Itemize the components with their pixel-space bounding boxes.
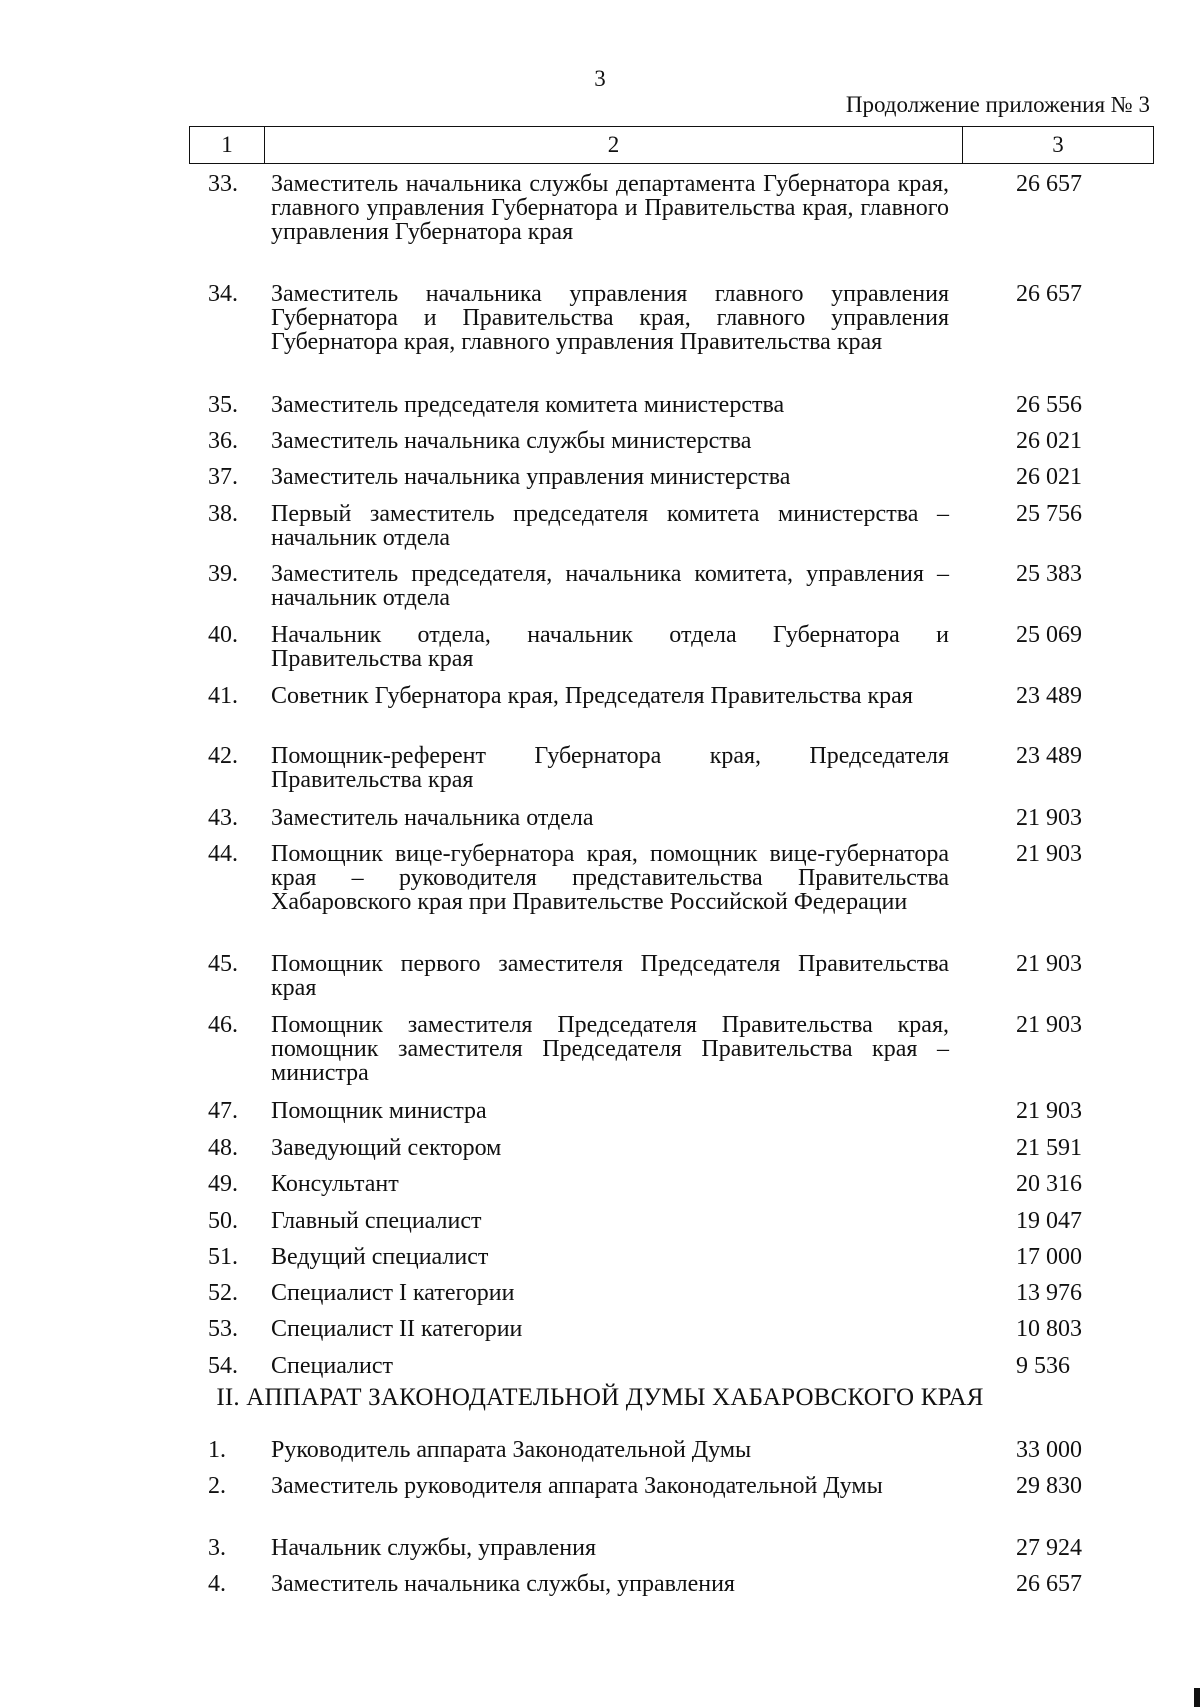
header-col-1: 1 bbox=[190, 127, 265, 163]
section-heading: II. АППАРАТ ЗАКОНОДАТЕЛЬНОЙ ДУМЫ ХАБАРОВСКОГО КРАЯ bbox=[216, 1384, 984, 1411]
row-position: Заместитель председателя комитета министерства bbox=[271, 392, 785, 418]
row-position: Заместитель начальника службы, управления bbox=[271, 1571, 735, 1597]
row-number: 42. bbox=[208, 743, 238, 769]
row-position: Помощник-референт Губернатора края, Председателя Правительства края bbox=[271, 743, 949, 793]
table-header bbox=[189, 126, 1154, 164]
row-number: 3. bbox=[208, 1535, 226, 1561]
row-salary: 9 536 bbox=[1016, 1353, 1070, 1379]
row-salary: 17 000 bbox=[1016, 1244, 1082, 1270]
row-position: Специалист II категории bbox=[271, 1316, 523, 1342]
row-position: Начальник службы, управления bbox=[271, 1535, 597, 1561]
row-number: 45. bbox=[208, 951, 238, 977]
row-position: Консультант bbox=[271, 1171, 399, 1197]
row-number: 37. bbox=[208, 464, 238, 490]
row-salary: 21 903 bbox=[1016, 805, 1082, 831]
row-salary: 29 830 bbox=[1016, 1473, 1082, 1499]
row-number: 44. bbox=[208, 841, 238, 867]
row-number: 49. bbox=[208, 1171, 238, 1197]
row-position: Специалист bbox=[271, 1353, 394, 1379]
row-number: 47. bbox=[208, 1098, 238, 1124]
row-position: Первый заместитель председателя комитета министерства – начальник отдела bbox=[271, 501, 949, 551]
row-salary: 23 489 bbox=[1016, 683, 1082, 709]
row-number: 54. bbox=[208, 1353, 238, 1379]
header-col-3: 3 bbox=[1052, 132, 1064, 157]
row-position: Главный специалист bbox=[271, 1208, 482, 1234]
row-salary: 26 657 bbox=[1016, 171, 1082, 197]
row-number: 39. bbox=[208, 561, 238, 587]
row-number: 36. bbox=[208, 428, 238, 454]
row-number: 46. bbox=[208, 1012, 238, 1038]
row-salary: 21 903 bbox=[1016, 841, 1082, 867]
row-position: Заместитель начальника службы департамента Губернатора края, главного управления Губернатора и Правительства края, главного управления Губернатора края bbox=[271, 171, 949, 245]
row-salary: 26 657 bbox=[1016, 1571, 1082, 1597]
row-number: 33. bbox=[208, 171, 238, 197]
row-position: Заместитель начальника управления главного управления Губернатора и Правительства края, главного управления Губернатора края, главного управления Правительства края bbox=[271, 281, 949, 355]
row-number: 40. bbox=[208, 622, 238, 648]
row-number: 51. bbox=[208, 1244, 238, 1270]
row-number: 41. bbox=[208, 683, 238, 709]
page-number: 3 bbox=[594, 66, 606, 91]
row-salary: 21 903 bbox=[1016, 951, 1082, 977]
row-salary: 21 903 bbox=[1016, 1012, 1082, 1038]
row-number: 34. bbox=[208, 281, 238, 307]
row-position: Советник Губернатора края, Председателя Правительства края bbox=[271, 683, 913, 709]
row-salary: 33 000 bbox=[1016, 1437, 1082, 1463]
row-salary: 25 383 bbox=[1016, 561, 1082, 587]
row-number: 48. bbox=[208, 1135, 238, 1161]
row-number: 4. bbox=[208, 1571, 226, 1597]
row-salary: 26 021 bbox=[1016, 464, 1082, 490]
row-salary: 25 756 bbox=[1016, 501, 1082, 527]
row-salary: 13 976 bbox=[1016, 1280, 1082, 1306]
row-position: Руководитель аппарата Законодательной Думы bbox=[271, 1437, 752, 1463]
row-position: Помощник первого заместителя Председателя Правительства края bbox=[271, 951, 949, 1001]
row-position: Начальник отдела, начальник отдела Губернатора и Правительства края bbox=[271, 622, 949, 672]
row-position: Заведующий сектором bbox=[271, 1135, 502, 1161]
row-salary: 26 021 bbox=[1016, 428, 1082, 454]
row-position: Заместитель начальника отдела bbox=[271, 805, 594, 831]
row-number: 52. bbox=[208, 1280, 238, 1306]
row-position: Заместитель руководителя аппарата Законодательной Думы bbox=[271, 1473, 883, 1499]
row-number: 38. bbox=[208, 501, 238, 527]
row-number: 53. bbox=[208, 1316, 238, 1342]
row-salary: 23 489 bbox=[1016, 743, 1082, 769]
row-position: Заместитель начальника службы министерства bbox=[271, 428, 752, 454]
row-salary: 25 069 bbox=[1016, 622, 1082, 648]
row-number: 1. bbox=[208, 1437, 226, 1463]
header-col-2: 2 bbox=[265, 127, 963, 163]
appendix-continuation-label: Продолжение приложения № 3 bbox=[845, 92, 1150, 117]
row-position: Специалист I категории bbox=[271, 1280, 515, 1306]
row-number: 43. bbox=[208, 805, 238, 831]
row-salary: 19 047 bbox=[1016, 1208, 1082, 1234]
row-salary: 26 657 bbox=[1016, 281, 1082, 307]
row-salary: 26 556 bbox=[1016, 392, 1082, 418]
row-number: 2. bbox=[208, 1473, 226, 1499]
row-number: 50. bbox=[208, 1208, 238, 1234]
row-position: Помощник министра bbox=[271, 1098, 487, 1124]
row-salary: 27 924 bbox=[1016, 1535, 1082, 1561]
row-position: Помощник вице-губернатора края, помощник вице-губернатора края – руководителя представительства Правительства Хабаровского края при Правительстве Российской Федерации bbox=[271, 841, 949, 915]
row-salary: 21 903 bbox=[1016, 1098, 1082, 1124]
row-salary: 21 591 bbox=[1016, 1135, 1082, 1161]
row-position: Заместитель начальника управления министерства bbox=[271, 464, 791, 490]
scan-edge-mark bbox=[1194, 1688, 1200, 1707]
row-position: Заместитель председателя, начальника комитета, управления – начальник отдела bbox=[271, 561, 949, 611]
row-salary: 10 803 bbox=[1016, 1316, 1082, 1342]
row-position: Ведущий специалист bbox=[271, 1244, 489, 1270]
row-number: 35. bbox=[208, 392, 238, 418]
row-position: Помощник заместителя Председателя Правительства края, помощник заместителя Председателя Правительства края – министра bbox=[271, 1012, 949, 1086]
row-salary: 20 316 bbox=[1016, 1171, 1082, 1197]
